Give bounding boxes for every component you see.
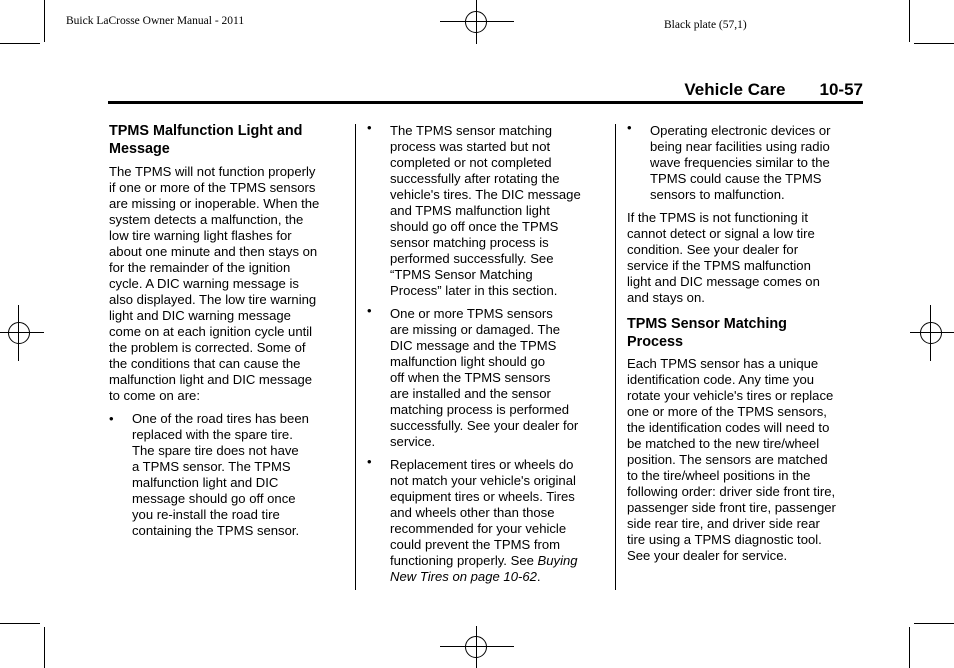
list-item: • One or more TPMS sensors are missing or damaged. The DIC message and the TPMS malfunction light should go off when the TPMS sensors are installed and the sensor matching process is performed successfully. See your dealer for service. — [367, 303, 579, 449]
page-number: 10-57 — [819, 80, 863, 99]
column-divider — [615, 124, 616, 590]
plate-info: Black plate (57,1) — [664, 19, 747, 31]
list-item: • One of the road tires has been replaced with the spare tire. The spare tire does not have a TPMS sensor. The TPMS malfunction light and DIC message should go off once you re-install the road tire containing the TPMS sensor. — [109, 411, 309, 538]
registration-mark-left — [0, 305, 44, 361]
list-item: • Operating electronic devices or being near facilities using radio wave frequencies similar to the TPMS could cause the TPMS sensors to malfunction. — [627, 120, 831, 202]
section-title: Vehicle Care — [684, 80, 786, 99]
list-item: • Replacement tires or wheels do not match your vehicle's original equipment tires or wheels. Tires and wheels other than those recommended for your vehicle could prevent the TPMS from functioning properly. See Buying New Tires on page 10-62. — [367, 454, 578, 584]
cross-reference-link[interactable]: New Tires on page 10-62 — [390, 569, 537, 584]
manual-title: Buick LaCrosse Owner Manual - 2011 — [66, 15, 245, 27]
section-heading-sensor-matching: TPMS Sensor Matching Process — [627, 316, 787, 350]
bullet-icon: • — [109, 411, 114, 426]
bullet-icon: • — [367, 303, 372, 318]
section-heading-malfunction: TPMS Malfunction Light and Message — [109, 123, 303, 157]
column-divider — [355, 124, 356, 590]
running-head — [684, 80, 863, 100]
crop-mark — [44, 627, 45, 668]
header-rule — [108, 101, 863, 104]
tpms-not-functioning-paragraph: If the TPMS is not functioning it cannot detect or signal a low tire condition. See your dealer for service if the TPMS malfunction light and DIC message comes on and stays on. — [627, 210, 820, 305]
registration-mark-right — [910, 305, 954, 361]
column-1 — [109, 122, 349, 539]
sensor-matching-paragraph: Each TPMS sensor has a unique identification code. Any time you rotate your vehicle's tires or replace one or more of the TPMS sensors, the identification codes will need to be matched to the new tire/wheel position. The sensors are matched to the tire/wheel positions in the following order: driver side front tire, passenger side front tire, passenger side rear tire, and driver side rear tire using a TPMS diagnostic tool. See your dealer for service. — [627, 356, 836, 563]
column-2 — [367, 120, 607, 585]
crop-mark — [0, 43, 40, 44]
crop-mark — [0, 623, 40, 624]
crop-mark — [909, 627, 910, 668]
cross-reference-link[interactable]: Buying — [537, 553, 578, 568]
list-item: • The TPMS sensor matching process was started but not completed or not completed successfully after rotating the vehicle's tires. The DIC message and TPMS malfunction light should go off once the TPMS sensor matching process is performed successfully. See “TPMS Sensor Matching Process” later in this section. — [367, 120, 581, 298]
crop-mark — [44, 0, 45, 42]
registration-mark-bottom — [440, 626, 514, 668]
bullet-icon: • — [367, 454, 372, 469]
malfunction-paragraph: The TPMS will not function properly if one or more of the TPMS sensors are missing or inoperable. When the system detects a malfunction, the low tire warning light flashes for about one minute and then stays on for the remainder of the ignition cycle. A DIC warning message is also displayed. The low tire warning light and DIC warning message come on at each ignition cycle until the problem is corrected. Some of the conditions that can cause the malfunction light and DIC message to come on are: — [109, 164, 320, 403]
bullet-icon: • — [627, 120, 632, 135]
column-3 — [627, 120, 863, 564]
crop-mark — [914, 43, 954, 44]
bullet-icon: • — [367, 120, 372, 135]
crop-mark — [909, 0, 910, 42]
registration-mark-top — [440, 0, 514, 46]
crop-mark — [914, 623, 954, 624]
